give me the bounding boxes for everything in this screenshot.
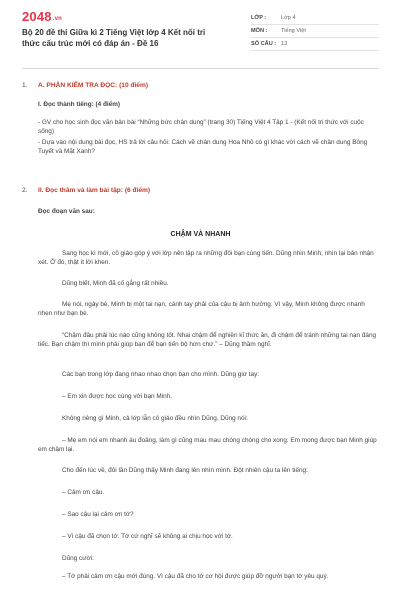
story-paragraph: Dũng biết, Minh đã cố gắng rất nhiều.: [62, 280, 169, 287]
story-paragraph: “Chậm đâu phải lúc nào cũng không tốt. Nhai chậm để nghiền kĩ thức ăn, đi chậm để tránh những tai nạn đáng tiếc. Bạn chậm thì mình phải giúp bạn để bạn tiến bộ hơn chứ.” – Dũng thầm nghĩ.: [38, 332, 377, 349]
info-value: Tiếng Việt: [281, 28, 306, 34]
story-paragraph: – Tớ phải cảm ơn cậu mới đúng. Vì cậu đã cho tớ cơ hội được giúp đỡ người bạn tớ yêu quý.: [62, 573, 329, 580]
story-paragraph: Các bạn trong lớp đang nhao nhao chọn bạn cho mình. Dũng giơ tay:: [62, 371, 260, 378]
story-paragraph: – Cảm ơn cậu.: [62, 489, 105, 496]
info-label: MÔN :: [251, 28, 268, 34]
story-paragraph: – Vì cậu đã chọn tớ. Tớ cứ nghĩ sẽ không ai chịu học với tớ.: [62, 533, 233, 540]
info-row-class: [251, 12, 379, 25]
section-subtitle: Đọc đoạn văn sau:: [38, 208, 95, 215]
info-row-question-count: [251, 38, 379, 51]
paragraph: - Dựa vào nội dung bài đọc, HS trả lời câu hỏi: Cách vẽ chân dung Hoa Nhỏ có gì khác với cách vẽ chân dung Bông Tuyết và Mặt Xanh?: [38, 139, 368, 156]
section-subtitle: I. Đọc thành tiếng: (4 điểm): [38, 101, 121, 108]
story-paragraph: Sang học kì mới, cô giáo góp ý với lớp nên lập ra những đôi bạn cùng tiến. Dũng nhìn Minh, nhìn lại bản nhận xét. Ở đó, thật ít lời khen.: [38, 250, 374, 267]
story-title: CHẬM VÀ NHANH: [170, 231, 231, 238]
story-paragraph: – Mẹ em nói em nhanh áu đoảng, làm gì cũng mau mau chóng chóng cho xong. Em mong được bạn Minh giúp em chậm lại.: [38, 437, 377, 454]
story-paragraph: Cho đến lúc về, đôi lần Dũng thấy Minh đang lén nhìn mình. Đột nhiên cậu ta lên tiếng:: [62, 467, 308, 474]
story-paragraph: – Sao cậu lại cảm ơn tớ?: [62, 511, 134, 518]
info-row-subject: [251, 25, 379, 38]
info-label: LỚP :: [251, 15, 267, 21]
story-paragraph: Dũng cười:: [62, 555, 94, 562]
document-title: Bộ 20 đề thi Giữa kì 2 Tiếng Việt lớp 4 Kết nối tri thức cấu trúc mới có đáp án - Đề 16: [22, 28, 206, 48]
header-divider: [22, 68, 379, 69]
section-number: 1.: [22, 82, 28, 89]
paragraph: - GV cho học sinh đọc văn bản bài “Những bức chân dung” (trang 30) Tiếng Việt 4 Tập 1 - (Kết nối tri thức với cuộc sống): [38, 119, 364, 136]
info-value: 13: [281, 41, 288, 47]
section-title: A. PHẦN KIỂM TRA ĐỌC: (10 điểm): [38, 82, 149, 89]
site-logo[interactable]: 2048.vn: [22, 9, 63, 24]
story-paragraph: – Em xin được học cùng với bạn Minh.: [62, 393, 172, 400]
story-paragraph: Mẹ nói, ngày bé, Minh bị một tai nạn, cánh tay phải của cậu bị ảnh hưởng. Vì vậy, Minh không được nhanh nhẹn như bạn bè.: [38, 301, 365, 318]
info-box: [251, 12, 379, 51]
info-value: Lớp 4: [281, 15, 296, 21]
info-label: SỐ CÂU :: [251, 41, 277, 47]
section-number: 2.: [22, 187, 28, 194]
page-header: [0, 0, 400, 70]
section-title: II. Đọc thầm và làm bài tập: (6 điểm): [38, 187, 151, 194]
story-paragraph: Không riêng gì Minh, cả lớp lẫn cô giáo đều nhìn Dũng. Dũng nói:: [62, 415, 248, 422]
